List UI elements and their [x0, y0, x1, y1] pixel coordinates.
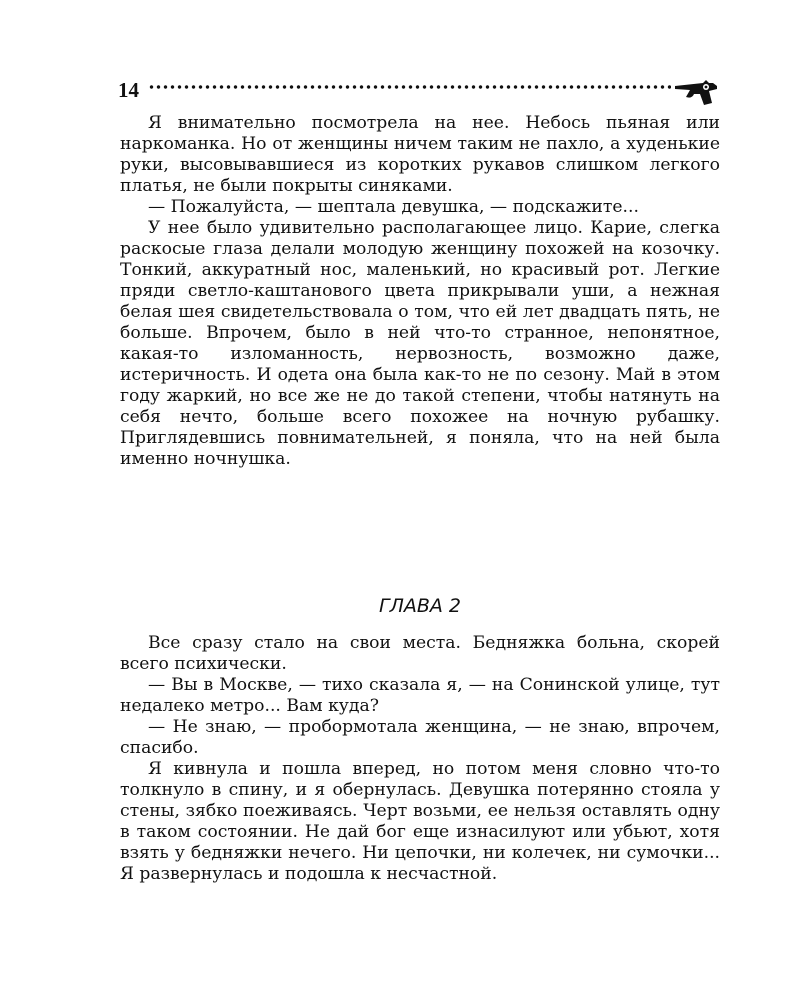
chapter-title: ГЛАВА 2 [378, 595, 462, 617]
page-number: 14 [118, 78, 139, 102]
paragraph: — Пожалуйста, — шептала девушка, — подскажите... [148, 197, 639, 217]
paragraph: Все сразу стало на свои места. Бедняжка больна, скорей всего психически. [120, 633, 720, 674]
dot-leader-divider [148, 84, 671, 90]
paragraph: Я внимательно посмотрела на нее. Небось пьяная или наркоманка. Но от женщины ничем таким не пахло, а худенькие руки, высовывавшиеся из коротких рукавов слишком легкого платья, не были покрыты синяками. [120, 113, 720, 196]
paragraph: — Вы в Москве, — тихо сказала я, — на Сонинской улице, тут недалеко метро... Вам куда? [120, 675, 720, 716]
paragraph: У нее было удивительно располагающее лицо. Карие, слегка раскосые глаза делали молодую женщину похожей на козочку. Тонкий, аккуратный нос, маленький, но красивый рот. Легкие пряди светло-каштанового цвета прикрывали уши, а нежная белая шея свидетельствовала о том, что ей лет двадцать пять, не больше. Впрочем, было в ней что-то странное, непонятное, какая-то изломанность, нервозность, возможно даже, истеричность. И одета она была как-то не по сезону. Май в этом году жаркий, но все же не до такой степени, чтобы натянуть на себя нечто, больше всего похожее на ночную рубашку. Приглядевшись повнимательней, я поняла, что на ней была именно ночнушка. [120, 218, 720, 469]
text-section-2 [120, 633, 720, 885]
paragraph: — Не знаю, — пробормотала женщина, — не знаю, впрочем, спасибо. [120, 717, 720, 758]
revolver-icon [673, 76, 725, 106]
paragraph: Я кивнула и пошла вперед, но потом меня словно что-то толкнуло в спину, и я обернулась. Девушка потерянно стояла у стены, зябко поеживаясь. Черт возьми, ее нельзя оставлять одну в таком состоянии. Не дай бог еще изнасилуют или убьют, хотя взять у бедняжки нечего. Ни цепочки, ни колечек, ни сумочки... Я развернулась и подошла к несчастной. [120, 759, 720, 884]
text-section-1 [120, 113, 720, 470]
page-header [118, 76, 723, 106]
